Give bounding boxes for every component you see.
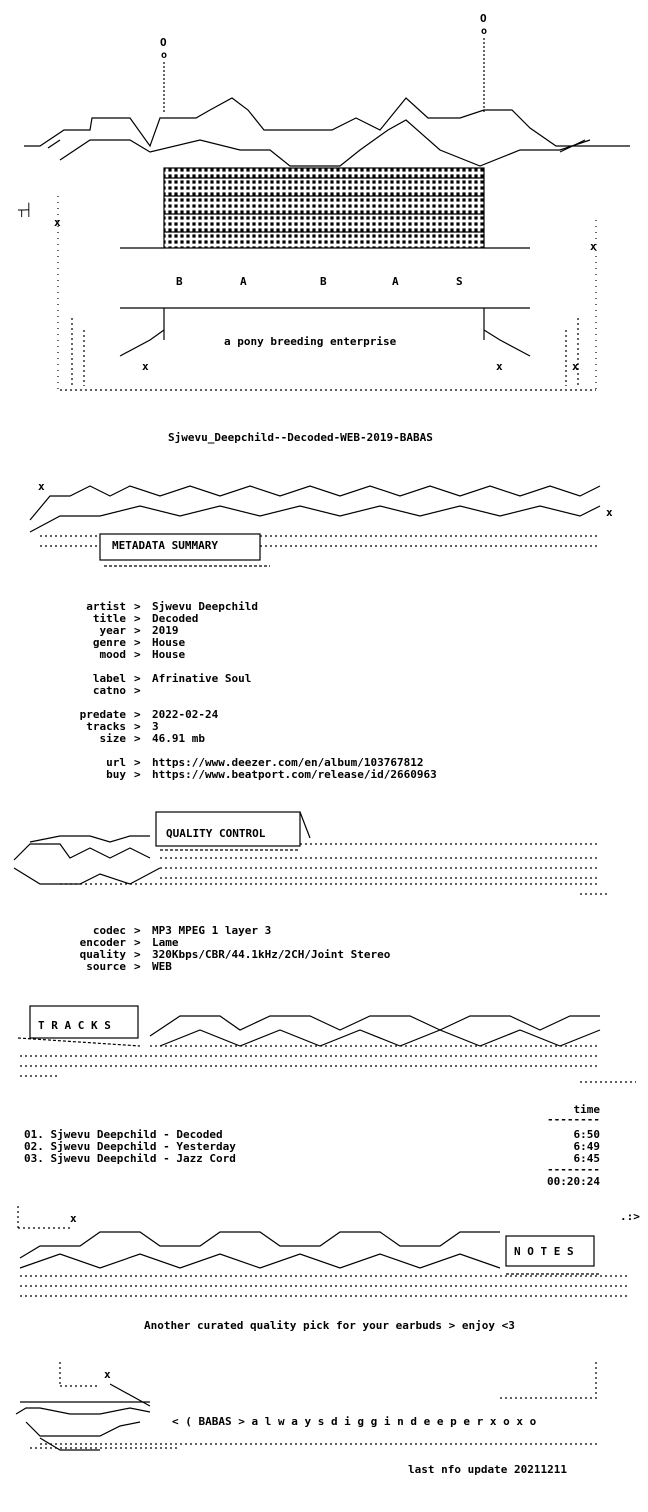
field-value: Afrinative Soul [152, 672, 252, 685]
notes-section-title: N O T E S [514, 1245, 574, 1258]
logo-letter-2: A [240, 275, 247, 288]
track-time: 6:50 [573, 1128, 600, 1141]
svg-text:o: o [161, 50, 168, 61]
field-source [0, 960, 648, 972]
footer-update: last nfo update 20211211 [408, 1463, 567, 1476]
logo-letter-3: B [320, 275, 327, 288]
track-title: 03. Sjwevu Deepchild - Jazz Cord [24, 1152, 236, 1165]
field-key: artist [86, 600, 126, 613]
field-key: source [86, 960, 126, 973]
field-value: 2019 [152, 624, 179, 637]
notes-text: Another curated quality pick for your earbuds > enjoy <3 [144, 1319, 515, 1332]
track-title: 02. Sjwevu Deepchild - Yesterday [24, 1140, 236, 1153]
field-separator: > [134, 672, 141, 685]
field-separator: > [134, 684, 141, 697]
svg-text:x: x [54, 216, 61, 229]
field-key: label [92, 672, 126, 685]
svg-text:.:>: .:> [620, 1210, 640, 1223]
field-key: quality [79, 948, 126, 961]
quality-header-art [0, 808, 648, 900]
field-genre [0, 636, 648, 648]
svg-text:x: x [590, 240, 597, 253]
svg-text:o: o [481, 26, 488, 37]
logo-letter-5: S [456, 275, 463, 288]
field-key: year [99, 624, 126, 637]
svg-text:x: x [38, 480, 45, 493]
field-year [0, 624, 648, 636]
field-value: Sjwevu Deepchild [152, 600, 258, 613]
svg-text:x: x [142, 360, 149, 373]
field-key: url [106, 756, 126, 769]
field-encoder [0, 936, 648, 948]
field-key: tracks [86, 720, 126, 733]
time-rule: -------- [547, 1113, 600, 1126]
logo-letter-4: A [392, 275, 399, 288]
svg-text:O: O [160, 36, 167, 49]
svg-text:x: x [606, 506, 613, 519]
field-separator: > [134, 648, 141, 661]
field-value: Lame [152, 936, 179, 949]
track-row [0, 1128, 648, 1140]
field-label [0, 672, 648, 684]
field-value: 2022-02-24 [152, 708, 219, 721]
svg-text:x: x [496, 360, 503, 373]
field-separator: > [134, 600, 141, 613]
svg-text:x: x [572, 360, 579, 373]
field-separator: > [134, 624, 141, 637]
field-value: 3 [152, 720, 159, 733]
url-link[interactable]: https://www.deezer.com/en/album/103767812 [152, 756, 424, 769]
total-rule: -------- [547, 1163, 600, 1176]
logo-tagline: a pony breeding enterprise [224, 335, 397, 348]
field-separator: > [134, 720, 141, 733]
field-value: 320Kbps/CBR/44.1kHz/2CH/Joint Stereo [152, 948, 391, 961]
field-separator: > [134, 756, 141, 769]
metadata-header-art [0, 466, 648, 576]
field-artist [0, 600, 648, 612]
field-predate [0, 708, 648, 720]
field-mood [0, 648, 648, 660]
total-time: 00:20:24 [547, 1175, 600, 1188]
field-key: predate [79, 708, 126, 721]
field-url [0, 756, 648, 768]
footer-art [0, 1356, 648, 1456]
field-size [0, 732, 648, 744]
field-catno [0, 684, 648, 696]
tracks-section-title: T R A C K S [38, 1019, 111, 1032]
field-title [0, 612, 648, 624]
field-separator: > [134, 936, 141, 949]
svg-text:┬┤: ┬┤ [18, 203, 33, 217]
quality-section-title: QUALITY CONTROL [166, 827, 266, 840]
field-value: WEB [152, 960, 172, 973]
field-tracks [0, 720, 648, 732]
field-separator: > [134, 924, 141, 937]
field-separator: > [134, 948, 141, 961]
track-title: 01. Sjwevu Deepchild - Decoded [24, 1128, 223, 1141]
field-quality [0, 948, 648, 960]
track-time: 6:45 [573, 1152, 600, 1165]
field-key: catno [92, 684, 126, 697]
field-value: 46.91 mb [152, 732, 205, 745]
field-codec [0, 924, 648, 936]
field-separator: > [134, 960, 141, 973]
field-key: buy [106, 768, 126, 781]
track-time: 6:49 [573, 1140, 600, 1153]
tracks-header-art [0, 996, 648, 1092]
field-key: encoder [79, 936, 126, 949]
field-key: size [99, 732, 126, 745]
field-value: House [152, 636, 186, 649]
field-key: codec [92, 924, 126, 937]
field-value: MP3 MPEG 1 layer 3 [152, 924, 272, 937]
buy-link[interactable]: https://www.beatport.com/release/id/2660963 [152, 768, 437, 781]
field-buy [0, 768, 648, 780]
time-header: time [573, 1103, 600, 1116]
field-separator: > [134, 732, 141, 745]
field-separator: > [134, 612, 141, 625]
field-value: Decoded [152, 612, 199, 625]
field-key: mood [99, 648, 126, 661]
field-value: House [152, 648, 186, 661]
logo-letter-1: B [176, 275, 183, 288]
footer-signature: < ( BABAS > a l w a y s d i g g i n d e e p e r x o x o [172, 1415, 537, 1428]
svg-text:x: x [70, 1212, 77, 1225]
svg-text:O: O [480, 12, 487, 25]
svg-text:x: x [104, 1368, 111, 1381]
metadata-section-title: METADATA SUMMARY [112, 539, 218, 552]
field-key: title [92, 612, 126, 625]
field-separator: > [134, 636, 141, 649]
field-separator: > [134, 708, 141, 721]
track-row [0, 1140, 648, 1152]
field-key: genre [92, 636, 126, 649]
release-name: Sjwevu_Deepchild--Decoded-WEB-2019-BABAS [168, 431, 433, 444]
field-separator: > [134, 768, 141, 781]
